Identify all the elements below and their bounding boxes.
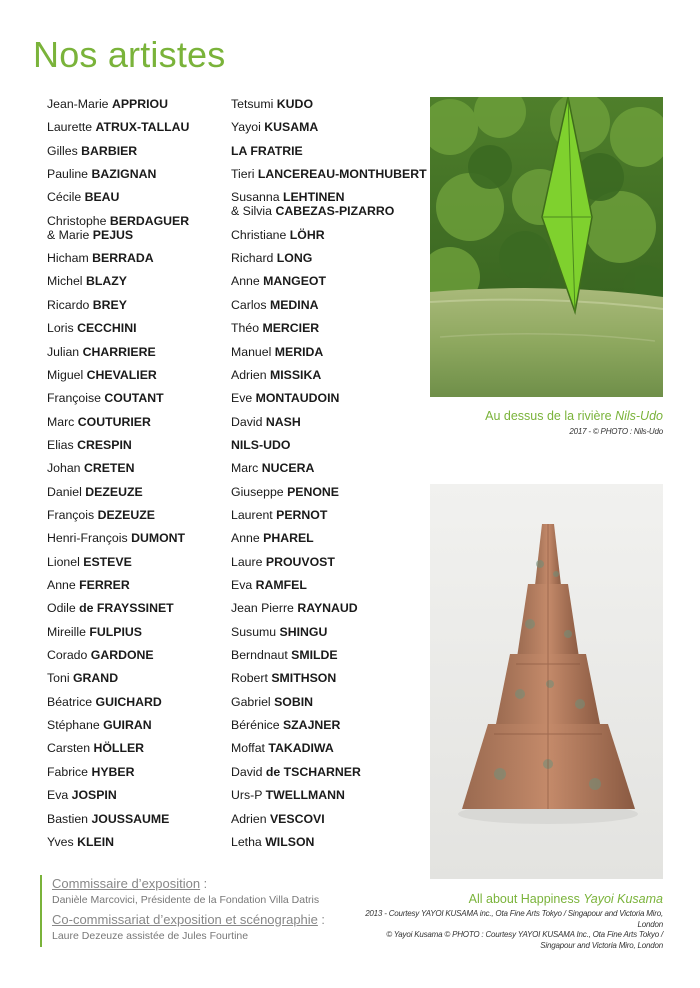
curator-role: Commissaire d’exposition [52, 876, 201, 891]
artist-entry [47, 508, 155, 522]
artist-last-name: KUDO [276, 97, 314, 111]
artist-first-name: Jean Pierre [231, 601, 294, 616]
artist-last-name: LÖHR [289, 227, 325, 242]
artist-first-name: Daniel [47, 484, 82, 499]
artist-last-name: JOSPIN [71, 788, 117, 803]
artist-entry [47, 718, 152, 732]
artist-first-name: Bastien [47, 811, 89, 826]
artist-last-name: PEJUS [92, 227, 134, 242]
artist-last-name: ATRUX-TALLAU [95, 120, 190, 135]
artist-last-name: RAMFEL [255, 578, 307, 592]
artist-last-name: CABEZAS-PIZARRO [275, 204, 395, 219]
artist-last-name: JOUSSAUME [91, 811, 170, 826]
artist-entry [47, 167, 156, 181]
artist-entry [231, 298, 318, 312]
artist-entry [47, 788, 117, 802]
artist-last-name: LA FRATRIE [231, 143, 303, 158]
artist-last-name: NILS-UDO [231, 437, 291, 452]
artist-first-name: Hicham [47, 251, 89, 266]
artist-first-name: Moffat [231, 741, 265, 756]
artist-entry [231, 97, 313, 111]
artist-first-name: Michel [47, 274, 83, 289]
artist-first-name: Marc [47, 414, 75, 429]
artist-last-name: PHAREL [263, 531, 314, 546]
artist-first-name: Carsten [47, 741, 91, 756]
artist-last-name: BERRADA [92, 251, 154, 266]
artist-last-name: CECCHINI [77, 321, 137, 336]
artist-first-name: Carlos [231, 297, 267, 312]
artist-entry [231, 601, 358, 615]
artist-first-name: Laure [231, 554, 263, 569]
artist-first-name: Richard [231, 251, 274, 266]
artist-last-name: BLAZY [85, 274, 127, 289]
artist-entry [231, 625, 327, 639]
artist-entry [47, 625, 142, 639]
artist-first-name: Gabriel [231, 694, 271, 709]
photo2-caption-artist: Yayoi Kusama [583, 892, 663, 906]
artist-last-name: BREY [92, 297, 127, 312]
artist-first-name: Théo [231, 321, 260, 336]
artist-first-name: Corado [47, 648, 88, 663]
artist-entry [47, 415, 151, 429]
artist-last-name: DEZEUZE [85, 484, 143, 499]
artist-last-name: LONG [276, 251, 313, 266]
photo-nils-udo [430, 97, 663, 397]
photo2-caption [469, 892, 663, 906]
artist-entry [231, 835, 314, 849]
artist-entry [231, 578, 307, 592]
artist-first-name: Mireille [47, 624, 86, 639]
artist-first-name: Anne [47, 578, 76, 592]
artist-entry [47, 578, 130, 592]
artist-last-name: TAKADIWA [268, 741, 334, 756]
artist-entry [47, 97, 168, 111]
co-curator-names: Laure Dezeuze assistée de Jules Fourtine [52, 930, 249, 942]
artist-first-name: Laurette [47, 120, 93, 135]
artist-entry [47, 671, 118, 685]
artist-last-name: SHINGU [279, 624, 328, 639]
photo2-credit-line2: © Yayoi Kusama © PHOTO : Courtesy YAYOI KUSAMA Inc., Ota Fine Arts Tokyo / Singapour and Victoria Miro, London [386, 930, 663, 950]
artist-first-name: Giuseppe [231, 484, 284, 499]
photo1-credit: 2017 - © PHOTO : Nils-Udo [569, 427, 663, 436]
artist-first-name: Anne [231, 274, 260, 289]
artist-last-name: FULPIUS [89, 624, 142, 639]
artist-entry [47, 765, 134, 779]
artist-last-name: DUMONT [131, 531, 186, 546]
co-curator-role-colon: : [317, 913, 325, 927]
artist-last-name: SZAJNER [282, 718, 341, 733]
artist-entry [231, 812, 325, 826]
artist-entry [47, 555, 132, 569]
artist-last-name: MEDINA [269, 297, 319, 312]
artist-entry [47, 812, 169, 826]
artist-last-name: HÖLLER [93, 741, 145, 756]
artist-entry [231, 508, 327, 522]
artist-first-name: Manuel [231, 344, 272, 359]
artist-entry [231, 648, 338, 662]
artist-last-name: CRESPIN [77, 437, 132, 452]
artist-first-name: Adrien [231, 811, 267, 826]
artist-last-name: WILSON [265, 834, 315, 849]
artist-last-name: de FRAYSSINET [79, 601, 174, 616]
sculpture-tree-image [430, 484, 663, 879]
artist-entry [231, 695, 313, 709]
riverside-kite-image [430, 97, 663, 397]
artist-first-name: & Silvia [231, 204, 273, 219]
artist-last-name: FERRER [79, 578, 130, 592]
artist-entry [47, 368, 157, 382]
artist-first-name: Bérénice [231, 718, 280, 733]
artist-entry [231, 788, 345, 802]
curator-names: Danièle Marcovici, Présidente de la Fondation Villa Datris [52, 894, 320, 906]
artist-first-name: Françoise [47, 391, 101, 406]
artist-first-name: Letha [231, 834, 262, 849]
artist-first-name: Adrien [231, 367, 267, 382]
artist-first-name: Tetsumi [231, 97, 274, 111]
artist-last-name: COUTURIER [77, 414, 151, 429]
artist-first-name: François [47, 507, 95, 522]
artist-entry [47, 251, 154, 265]
artist-first-name: Urs-P [231, 788, 263, 803]
curators-block [40, 875, 372, 947]
curator-role-colon: : [200, 877, 208, 891]
artist-entry [47, 648, 154, 662]
artist-entry [231, 531, 314, 545]
artist-entry [231, 368, 321, 382]
artist-last-name: GRAND [72, 671, 119, 686]
artist-first-name: Stéphane [47, 718, 100, 733]
artist-first-name: Eva [231, 578, 253, 592]
artist-last-name: PERNOT [276, 507, 328, 522]
artist-last-name: CHEVALIER [86, 367, 157, 382]
artist-last-name: BARBIER [81, 143, 138, 158]
artist-last-name: MERIDA [274, 344, 324, 359]
artist-entry [231, 555, 335, 569]
artist-last-name: NASH [265, 414, 301, 429]
artist-last-name: GARDONE [90, 648, 154, 663]
artist-first-name: Christiane [231, 227, 287, 242]
artist-entry [231, 321, 319, 335]
artist-last-name: LEHTINEN [282, 190, 345, 205]
artist-entry [47, 144, 137, 158]
artist-entry [47, 298, 127, 312]
artist-first-name: Ricardo [47, 297, 90, 312]
artist-last-name: de TSCHARNER [265, 764, 361, 779]
artist-entry [231, 485, 339, 499]
photo2-credit [363, 909, 663, 951]
photo2-caption-title: All about Happiness [468, 892, 580, 906]
artist-first-name: Jean-Marie [47, 97, 109, 111]
artist-first-name: Pauline [47, 167, 89, 182]
artist-entry [47, 695, 162, 709]
photo2-credit-line1: 2013 - Courtesy YAYOI KUSAMA inc., Ota Fine Arts Tokyo / Singapour and Victoria Miro, London [365, 909, 663, 929]
photo1-caption-title: Au dessus de la rivière [485, 409, 612, 423]
artist-entry [47, 485, 143, 499]
artist-entry [231, 415, 301, 429]
artist-last-name: SMITHSON [271, 671, 337, 686]
artist-entry [231, 391, 339, 405]
artist-last-name: BAZIGNAN [91, 167, 157, 182]
artist-entry [231, 671, 336, 685]
artist-first-name: Robert [231, 671, 268, 686]
co-curator-role: Co-commissariat d’exposition et scénographie [52, 912, 318, 927]
artist-last-name: MANGEOT [263, 274, 326, 289]
artist-first-name: Béatrice [47, 694, 93, 709]
artist-first-name: Fabrice [47, 764, 89, 779]
artist-entry [231, 144, 303, 158]
artist-first-name: Laurent [231, 507, 273, 522]
artist-entry [231, 438, 290, 452]
artist-first-name: Yayoi [231, 120, 261, 135]
artist-first-name: Berndnaut [231, 648, 288, 663]
artist-entry [47, 438, 132, 452]
artist-entry [47, 835, 114, 849]
artist-first-name: Henri-François [47, 531, 128, 546]
artist-first-name: Yves [47, 834, 74, 849]
artist-first-name: David [231, 764, 263, 779]
artist-first-name: Toni [47, 671, 70, 686]
artist-entry [231, 228, 325, 242]
artist-first-name: Lionel [47, 554, 80, 569]
artist-first-name: Cécile [47, 190, 82, 205]
artist-last-name: PROUVOST [265, 554, 335, 569]
artist-last-name: BERDAGUER [109, 213, 190, 228]
artist-last-name: LANCEREAU-MONTHUBERT [257, 167, 427, 182]
artist-entry [47, 531, 185, 545]
artist-entry [47, 461, 135, 475]
artist-first-name: Tieri [231, 167, 255, 182]
artist-entry [47, 741, 144, 755]
artist-entry [231, 167, 427, 181]
artist-last-name: RAYNAUD [297, 601, 358, 616]
artist-last-name: BEAU [84, 190, 120, 205]
artist-last-name: MONTAUDOIN [255, 391, 340, 406]
artist-first-name: Marc [231, 461, 259, 476]
page-title: Nos artistes [33, 34, 226, 75]
artist-entry [231, 251, 312, 265]
artist-last-name: SOBIN [274, 694, 314, 709]
artist-first-name: Susumu [231, 624, 277, 639]
artist-last-name: MISSIKA [269, 367, 322, 382]
artist-first-name: Julian [47, 344, 80, 359]
artist-entry [231, 345, 323, 359]
artist-last-name: COUTANT [104, 391, 164, 406]
artist-last-name: SMILDE [291, 648, 338, 663]
artist-last-name: GUICHARD [95, 694, 162, 709]
artist-entry [47, 190, 119, 204]
artist-entry [231, 120, 318, 134]
artist-first-name: Odile [47, 601, 76, 616]
artist-last-name: CHARRIERE [82, 344, 156, 359]
artist-entry [47, 601, 174, 615]
artist-entry [231, 274, 326, 288]
artist-entry [47, 274, 127, 288]
artist-last-name: NUCERA [261, 461, 315, 476]
artist-first-name: Johan [47, 461, 81, 476]
artist-first-name: Miguel [47, 367, 84, 382]
artist-first-name: & Marie [47, 227, 90, 242]
artist-first-name: Anne [231, 531, 260, 546]
artist-first-name: Loris [47, 321, 74, 336]
artist-first-name: Christophe [47, 213, 107, 228]
artist-last-name: HYBER [91, 764, 135, 779]
artist-first-name: Eva [47, 788, 69, 803]
artist-last-name: VESCOVI [269, 811, 325, 826]
artist-last-name: KUSAMA [264, 120, 319, 135]
photo-yayoi-kusama [430, 484, 663, 879]
artist-last-name: GUIRAN [103, 718, 152, 733]
artist-entry [231, 461, 314, 475]
artist-first-name: Susanna [231, 190, 280, 205]
photo1-caption-artist: Nils-Udo [615, 409, 663, 423]
photo1-caption [485, 409, 663, 423]
artist-entry [47, 345, 156, 359]
artist-entry [231, 765, 361, 779]
artist-first-name: Elias [47, 437, 74, 452]
artist-entry [47, 120, 189, 134]
artist-entry [231, 718, 340, 732]
artist-last-name: PENONE [287, 484, 339, 499]
artist-first-name: Eve [231, 391, 253, 406]
artist-entry [47, 321, 137, 335]
artist-last-name: TWELLMANN [265, 788, 345, 803]
artist-entry [231, 190, 394, 218]
artist-last-name: DEZEUZE [97, 507, 155, 522]
artist-entry [47, 214, 189, 242]
artist-first-name: Gilles [47, 143, 78, 158]
artist-last-name: MERCIER [262, 321, 320, 336]
artist-last-name: KLEIN [77, 834, 114, 849]
artist-last-name: ESTEVE [83, 554, 132, 569]
artist-last-name: CRETEN [83, 461, 135, 476]
artist-entry [231, 741, 334, 755]
artist-entry [47, 391, 164, 405]
artist-last-name: APPRIOU [111, 97, 168, 111]
artist-first-name: David [231, 414, 263, 429]
